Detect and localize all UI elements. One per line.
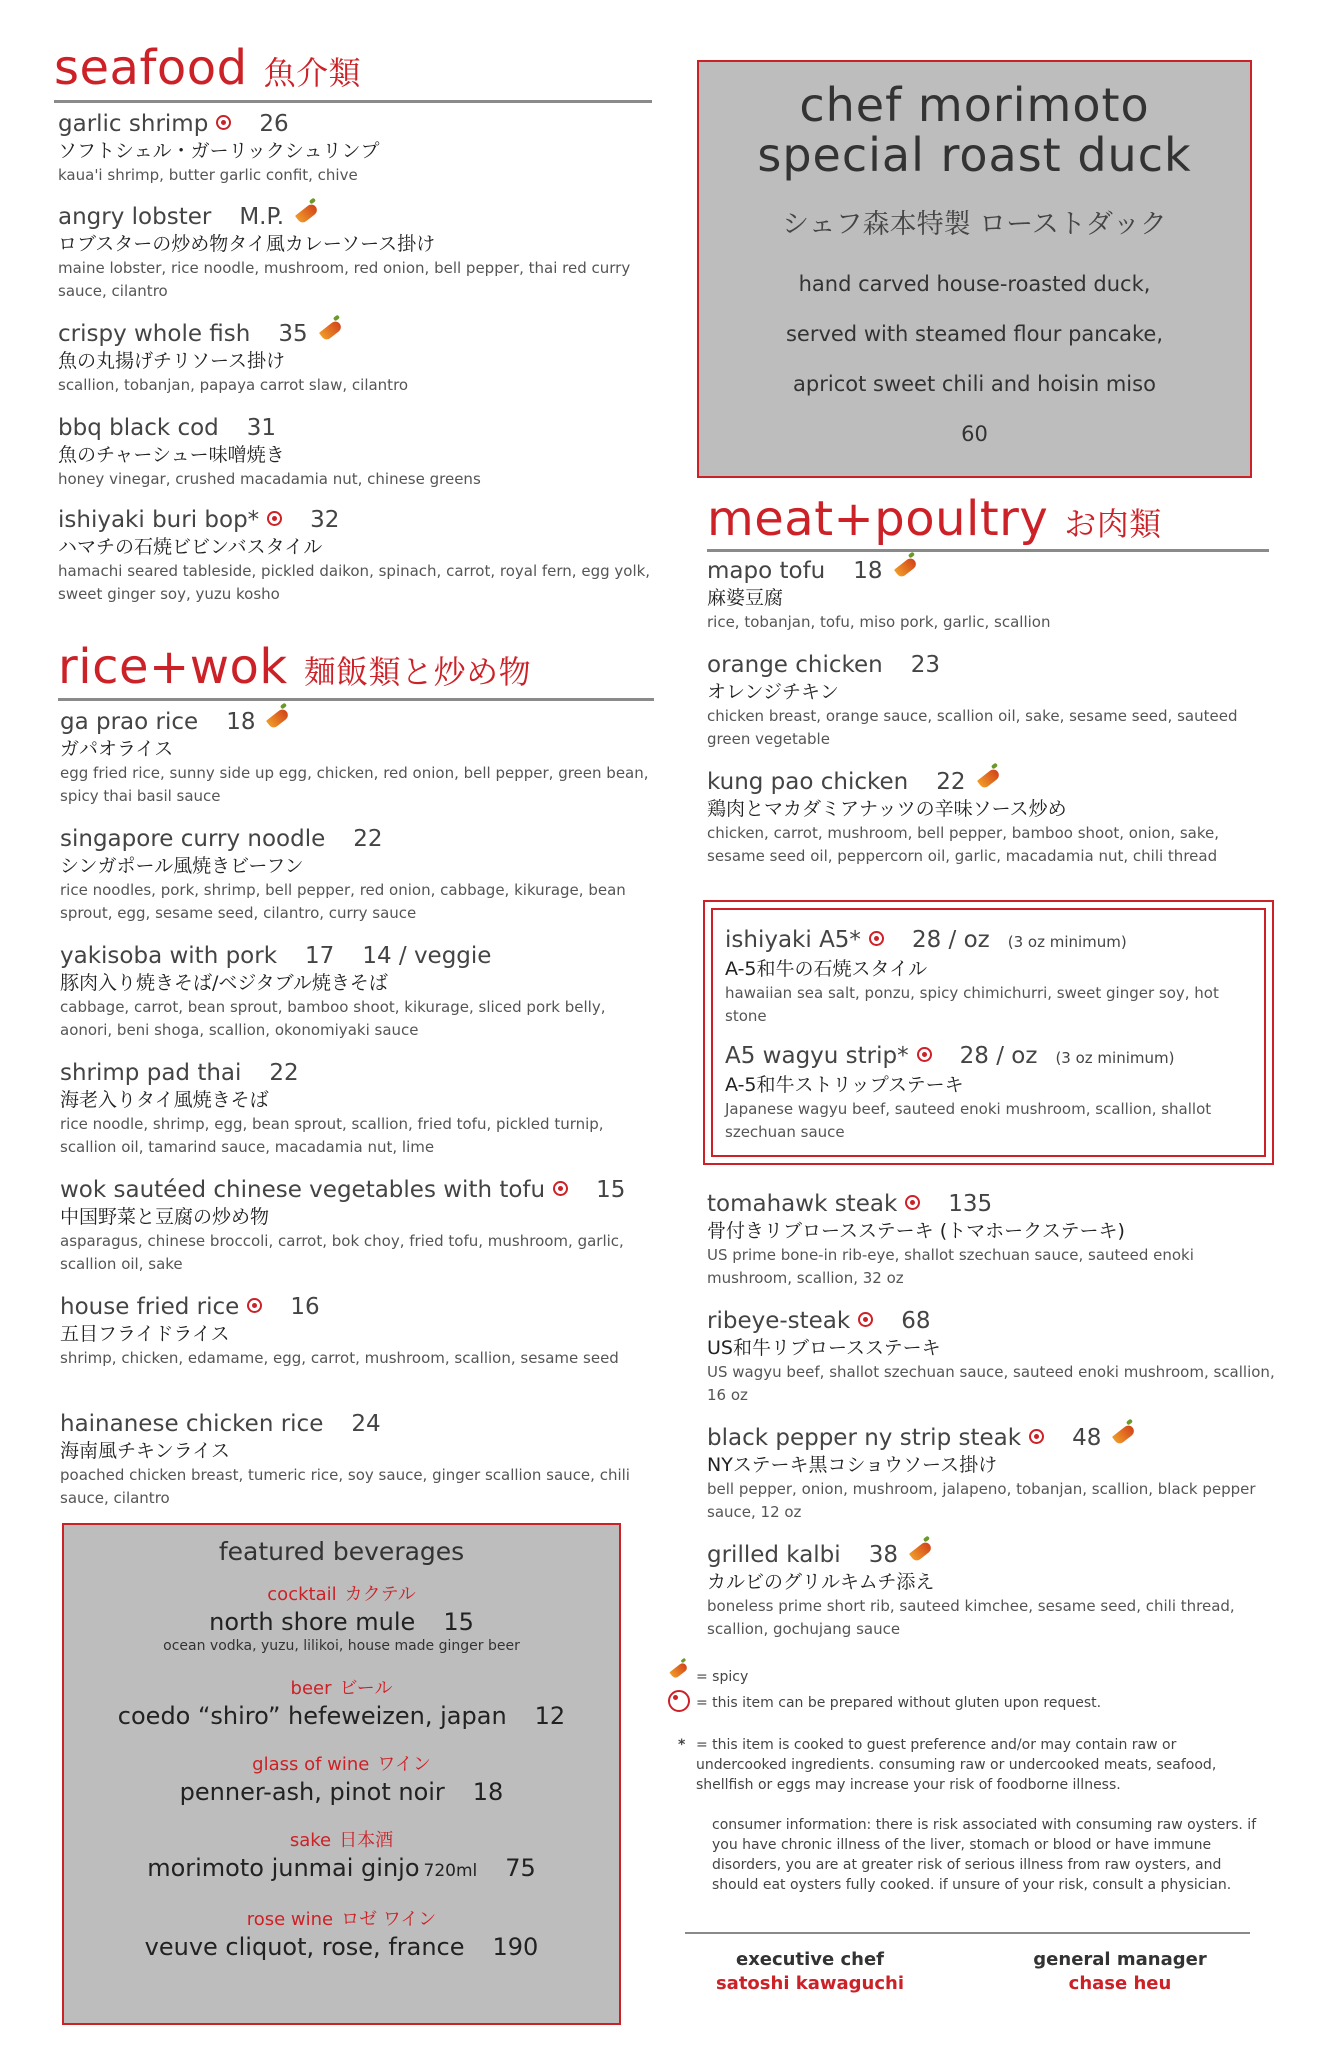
seafood-title: seafood	[54, 40, 248, 96]
item-name: ribeye-steak	[707, 1308, 851, 1334]
legend-star: *	[678, 1737, 686, 1753]
duck-desc-line1: hand carved house-roasted duck,	[798, 272, 1151, 296]
item-name: house fried rice	[60, 1294, 240, 1320]
duck-desc-line2: served with steamed flour pancake,	[785, 322, 1164, 346]
menu-item	[60, 1176, 660, 1276]
item-description: US prime bone-in rib-eye, shallot szechuan sauce, sauteed enoki mushroom, scallion, 32 oz	[707, 1246, 1194, 1287]
item-name-line	[707, 1307, 1277, 1336]
item-price: 26	[259, 111, 289, 137]
spicy-icon	[893, 556, 917, 578]
rice-wok-heading	[58, 639, 532, 695]
item-description: asparagus, chinese broccoli, carrot, bok choy, fried tofu, mushroom, garlic, scallion oil, sake	[60, 1232, 624, 1273]
spicy-icon	[266, 707, 290, 729]
general-manager-signature	[1000, 1948, 1240, 1996]
chef-role: executive chef	[735, 1949, 885, 1970]
item-price: 68	[901, 1308, 931, 1334]
item-name-line	[58, 414, 678, 443]
duck-title-jp: シェフ森本特製 ローストダック	[782, 209, 1167, 240]
legend-gluten	[668, 1690, 1101, 1713]
signature-rule	[685, 1932, 1250, 1934]
item-name: hainanese chicken rice	[60, 1411, 324, 1437]
menu-item	[707, 1307, 1277, 1407]
item-price: 28 / oz	[959, 1043, 1038, 1069]
item-description: hamachi seared tableside, pickled daikon, spinach, carrot, royal fern, egg yolk, sweet ginger soy, yuzu kosho	[58, 562, 651, 603]
beverage-name-line	[64, 1931, 619, 1963]
item-description: shrimp, chicken, edamame, egg, carrot, mushroom, scallion, sesame seed	[60, 1349, 619, 1367]
gluten-free-icon	[668, 1690, 690, 1712]
item-price: 135	[948, 1191, 993, 1217]
menu-item	[58, 506, 678, 606]
item-name: garlic shrimp	[58, 111, 209, 137]
beverage-category-jp: ロゼ ワイン	[341, 1909, 437, 1930]
item-price: 32	[310, 507, 340, 533]
item-description: US wagyu beef, shallot szechuan sauce, sauteed enoki mushroom, scallion, 16 oz	[707, 1363, 1275, 1404]
spicy-icon	[319, 319, 343, 341]
beverage-category-label: rose wine	[246, 1909, 334, 1930]
meat-rule	[707, 549, 1269, 552]
chef-name: satoshi kawaguchi	[715, 1973, 905, 1994]
item-description: hawaiian sea salt, ponzu, spicy chimichurri, sweet ginger soy, hot stone	[725, 984, 1219, 1025]
item-name-line	[58, 506, 678, 535]
gluten-free-icon	[553, 1181, 568, 1196]
duck-price: 60	[961, 422, 988, 446]
item-name-jp: A-5和牛ストリップステーキ	[725, 1074, 964, 1096]
item-name-line	[58, 110, 678, 139]
item-name-jp: 魚のチャーシュー味噌焼き	[58, 444, 285, 466]
item-name-jp: 海南風チキンライス	[60, 1440, 231, 1462]
item-name: wok sautéed chinese vegetables with tofu	[60, 1177, 546, 1203]
item-name-jp: 豚肉入り焼きそば/ベジタブル焼きそば	[60, 972, 388, 994]
spicy-icon	[295, 202, 319, 224]
beverage-category-label: cocktail	[267, 1584, 337, 1605]
gluten-free-icon	[905, 1195, 920, 1210]
item-name-line	[60, 708, 660, 737]
item-name-jp: 五目フライドライス	[60, 1323, 230, 1345]
beverage-size: 720ml	[423, 1861, 478, 1881]
rice-wok-rule	[58, 698, 654, 701]
menu-item	[60, 1293, 660, 1370]
beverage-price: 18	[472, 1778, 504, 1806]
gluten-free-icon	[267, 511, 282, 526]
item-name-line	[707, 557, 1277, 586]
item-name-jp: 麻婆豆腐	[707, 587, 784, 609]
item-name: yakisoba with pork	[60, 943, 278, 969]
beverage-category-jp: カクテル	[344, 1584, 416, 1605]
legend-raw-note: = this item is cooked to guest preference and/or may contain raw or undercooked ingredients. consuming raw or undercooked meats, seafood, shellfish or eggs may increase your risk of foodborne illness.	[696, 1737, 1217, 1793]
item-description: honey vinegar, crushed macadamia nut, chinese greens	[58, 470, 481, 488]
item-name-line	[60, 1410, 660, 1439]
menu-item	[707, 1541, 1277, 1641]
item-name: angry lobster	[58, 204, 212, 230]
item-name-jp: カルビのグリルキムチ添え	[707, 1571, 935, 1593]
item-price: 22	[353, 826, 383, 852]
duck-description	[699, 259, 1250, 459]
beverage-name: penner-ash, pinot noir	[179, 1778, 445, 1806]
meat-heading	[707, 491, 1162, 547]
seafood-title-jp: 魚介類	[263, 54, 362, 92]
beverage-price: 15	[443, 1608, 474, 1636]
beverage-group	[64, 1580, 619, 1654]
item-price: 22	[269, 1060, 299, 1086]
item-name: crispy whole fish	[58, 321, 251, 347]
item-name-line	[60, 1293, 660, 1322]
item-price: 35	[278, 321, 308, 347]
beverage-category-label: glass of wine	[252, 1754, 370, 1775]
menu-item	[60, 942, 660, 1042]
beverage-name-line	[64, 1606, 619, 1638]
menu-item	[60, 708, 660, 808]
beverage-price: 75	[505, 1854, 536, 1882]
spicy-icon	[909, 1540, 933, 1562]
beverage-name-line	[64, 1776, 619, 1808]
duck-desc-line3: apricot sweet chili and hoisin miso	[793, 372, 1156, 396]
menu-item	[725, 926, 1255, 1028]
menu-item	[725, 1042, 1255, 1144]
item-price: 22	[936, 769, 966, 795]
legend-spicy-text: = spicy	[696, 1669, 749, 1685]
beverage-name-line	[64, 1700, 619, 1732]
item-name-jp: シンガポール風焼きビーフン	[60, 855, 304, 877]
item-description: chicken breast, orange sauce, scallion oil, sake, sesame seed, sauteed green vegetable	[707, 707, 1238, 748]
beverage-price: 12	[534, 1702, 566, 1730]
item-description: rice noodles, pork, shrimp, bell pepper, red onion, cabbage, kikurage, bean sprout, egg, sesame seed, cilantro, curry sauce	[60, 881, 626, 922]
item-extra-price: 14 / veggie	[362, 943, 492, 969]
menu-item	[707, 557, 1277, 634]
menu-item	[58, 203, 678, 303]
beverage-name: north shore mule	[209, 1608, 416, 1636]
item-name-jp: 骨付きリブロースステーキ (トマホークステーキ)	[707, 1220, 1125, 1242]
item-description: scallion, tobanjan, papaya carrot slaw, cilantro	[58, 376, 409, 394]
beverage-category-label: sake	[289, 1830, 332, 1851]
beverage-price: 190	[492, 1933, 539, 1961]
meat-title-jp: お肉類	[1064, 505, 1162, 543]
beverage-name-line	[64, 1852, 619, 1887]
rice-wok-title-jp: 麺飯類と炒め物	[303, 653, 532, 691]
item-description: rice noodle, shrimp, egg, bean sprout, scallion, fried tofu, pickled turnip, scallion oil, tamarind sauce, macadamia nut, lime	[60, 1115, 604, 1156]
beverage-name: coedo “shiro” hefeweizen, japan	[117, 1702, 507, 1730]
item-name: ishiyaki buri bop*	[58, 507, 260, 533]
menu-item	[60, 1410, 660, 1510]
meat-title: meat+poultry	[707, 491, 1049, 547]
item-name: orange chicken	[707, 652, 883, 678]
item-price: M.P.	[239, 204, 285, 230]
spicy-icon	[669, 1662, 688, 1680]
item-price: 48	[1072, 1425, 1102, 1451]
item-description: egg fried rice, sunny side up egg, chicken, red onion, bell pepper, green bean, spicy thai basil sauce	[60, 764, 649, 805]
item-name: A5 wagyu strip*	[725, 1043, 909, 1069]
duck-title	[699, 80, 1250, 180]
special-roast-duck-panel	[697, 60, 1252, 478]
item-name-line	[707, 1190, 1277, 1219]
item-price: 28 / oz	[911, 927, 990, 953]
item-name: grilled kalbi	[707, 1542, 841, 1568]
gluten-free-icon	[1029, 1429, 1044, 1444]
item-name-line	[707, 651, 1277, 680]
gluten-free-icon	[247, 1298, 262, 1313]
item-description: bell pepper, onion, mushroom, jalapeno, tobanjan, scallion, black pepper sauce, 12 oz	[707, 1480, 1256, 1521]
item-name-line	[58, 203, 678, 232]
rice-wok-title: rice+wok	[58, 639, 288, 695]
item-name-jp: ロブスターの炒め物タイ風カレーソース掛け	[58, 233, 436, 255]
beverages-list	[64, 1580, 619, 1963]
item-name: mapo tofu	[707, 558, 826, 584]
item-name-line	[60, 1176, 660, 1205]
item-description: boneless prime short rib, sauteed kimchee, sesame seed, chili thread, scallion, gochujang sauce	[707, 1597, 1235, 1638]
menu-item	[60, 825, 660, 925]
executive-chef-signature	[690, 1948, 930, 1996]
beverage-category-label: beer	[290, 1678, 332, 1699]
item-name-jp: 中国野菜と豆腐の炒め物	[60, 1206, 270, 1228]
spicy-icon	[1112, 1423, 1136, 1445]
item-name: singapore curry noodle	[60, 826, 326, 852]
menu-item	[60, 1059, 660, 1159]
duck-title-line1: chef morimoto	[799, 78, 1150, 132]
menu-item	[707, 1424, 1277, 1524]
gluten-free-icon	[858, 1312, 873, 1327]
item-name-jp: ガパオライス	[60, 738, 174, 760]
duck-title-line2: special roast duck	[757, 128, 1192, 182]
beverage-category	[64, 1580, 619, 1606]
beverage-category	[64, 1826, 619, 1852]
beverage-group	[64, 1826, 619, 1887]
gm-role: general manager	[1033, 1949, 1207, 1970]
item-name-jp: オレンジチキン	[707, 681, 839, 703]
item-note: (3 oz minimum)	[1055, 1049, 1175, 1067]
beverage-group	[64, 1750, 619, 1808]
item-name-line	[707, 1424, 1277, 1453]
beverage-category	[64, 1905, 619, 1931]
item-note: (3 oz minimum)	[1007, 933, 1127, 951]
beverage-description: ocean vodka, yuzu, lilikoi, house made ginger beer	[163, 1638, 520, 1654]
item-description: chicken, carrot, mushroom, bell pepper, bamboo shoot, onion, sake, sesame seed oil, peppercorn oil, garlic, macadamia nut, chili thread	[707, 824, 1220, 865]
item-name-line	[60, 942, 660, 971]
item-name: black pepper ny strip steak	[707, 1425, 1022, 1451]
item-description: poached chicken breast, tumeric rice, soy sauce, ginger scallion sauce, chili sauce, cilantro	[60, 1466, 630, 1507]
item-name-jp: ソフトシェル・ガーリックシュリンプ	[58, 140, 380, 162]
featured-beverages-panel	[62, 1523, 621, 2025]
item-name-jp: 海老入りタイ風焼きそば	[60, 1089, 269, 1111]
beverage-category	[64, 1750, 619, 1776]
item-name-line	[707, 1541, 1277, 1570]
beverage-category-jp: ワイン	[377, 1754, 431, 1775]
beverage-category-jp: ビール	[339, 1678, 393, 1699]
item-name-jp: NYステーキ黒コショウソース掛け	[707, 1454, 998, 1476]
menu-item	[58, 414, 678, 491]
gluten-free-icon	[869, 931, 884, 946]
item-description: cabbage, carrot, bean sprout, bamboo shoot, kikurage, sliced pork belly, aonori, beni shoga, scallion, okonomiyaki sauce	[60, 998, 606, 1039]
item-price: 38	[868, 1542, 898, 1568]
menu-item	[58, 320, 678, 397]
gluten-free-icon	[216, 115, 231, 130]
seafood-heading	[54, 40, 362, 96]
beverage-group	[64, 1674, 619, 1732]
item-name-line	[725, 926, 1255, 957]
seafood-rule	[54, 100, 652, 103]
menu-item	[707, 768, 1277, 868]
item-name: shrimp pad thai	[60, 1060, 242, 1086]
item-name: ishiyaki A5*	[725, 927, 861, 953]
item-name-line	[58, 320, 678, 349]
legend-gluten-text: = this item can be prepared without gluten upon request.	[696, 1695, 1102, 1711]
item-name: bbq black cod	[58, 415, 219, 441]
item-name-jp: US和牛リブロースステーキ	[707, 1337, 941, 1359]
item-description: maine lobster, rice noodle, mushroom, red onion, bell pepper, thai red curry sauce, cilantro	[58, 259, 631, 300]
item-price: 23	[910, 652, 941, 678]
item-price: 31	[246, 415, 277, 441]
item-name-line	[725, 1042, 1255, 1073]
menu-item	[58, 110, 678, 187]
item-name: tomahawk steak	[707, 1191, 898, 1217]
beverage-name: morimoto junmai ginjo	[147, 1854, 420, 1882]
menu-item	[707, 1190, 1277, 1290]
item-description: Japanese wagyu beef, sauteed enoki mushroom, scallion, shallot szechuan sauce	[725, 1100, 1212, 1141]
beverage-category	[64, 1674, 619, 1700]
item-description: kaua'i shrimp, butter garlic confit, chive	[58, 166, 358, 184]
item-price: 24	[351, 1411, 381, 1437]
spicy-icon	[976, 767, 1000, 789]
item-price: 15	[596, 1177, 626, 1203]
item-price: 16	[290, 1294, 320, 1320]
item-name: kung pao chicken	[707, 769, 909, 795]
gluten-free-icon	[917, 1047, 932, 1062]
beverages-title: featured beverages	[218, 1537, 465, 1566]
gm-name: chase heu	[1068, 1973, 1172, 1994]
item-name: ga prao rice	[60, 709, 199, 735]
item-price: 18	[226, 709, 256, 735]
item-name-jp: 魚の丸揚げチリソース掛け	[58, 350, 286, 372]
beverage-name: veuve cliquot, rose, france	[144, 1933, 465, 1961]
beverage-category-jp: 日本酒	[339, 1830, 394, 1851]
beverage-group	[64, 1905, 619, 1963]
item-description: rice, tobanjan, tofu, miso pork, garlic, scallion	[707, 613, 1051, 631]
legend-consumer-note: consumer information: there is risk associated with consuming raw oysters. if you have chronic illness of the liver, stomach or blood or have immune disorders, you are at greater risk of serious illness from raw oysters, and should eat oysters fully cooked. if unsure of your risk, consult a physician.	[712, 1817, 1257, 1893]
item-name-jp: ハマチの石焼ビビンバスタイル	[58, 536, 323, 558]
item-price: 18	[853, 558, 883, 584]
item-name-jp: A-5和牛の石焼スタイル	[725, 958, 928, 980]
item-price: 17	[305, 943, 335, 969]
item-name-line	[60, 1059, 660, 1088]
item-name-line	[707, 768, 1277, 797]
item-name-jp: 鶏肉とマカダミアナッツの辛味ソース炒め	[707, 798, 1067, 820]
menu-item	[707, 651, 1277, 751]
item-name-line	[60, 825, 660, 854]
legend-spicy	[668, 1665, 748, 1687]
